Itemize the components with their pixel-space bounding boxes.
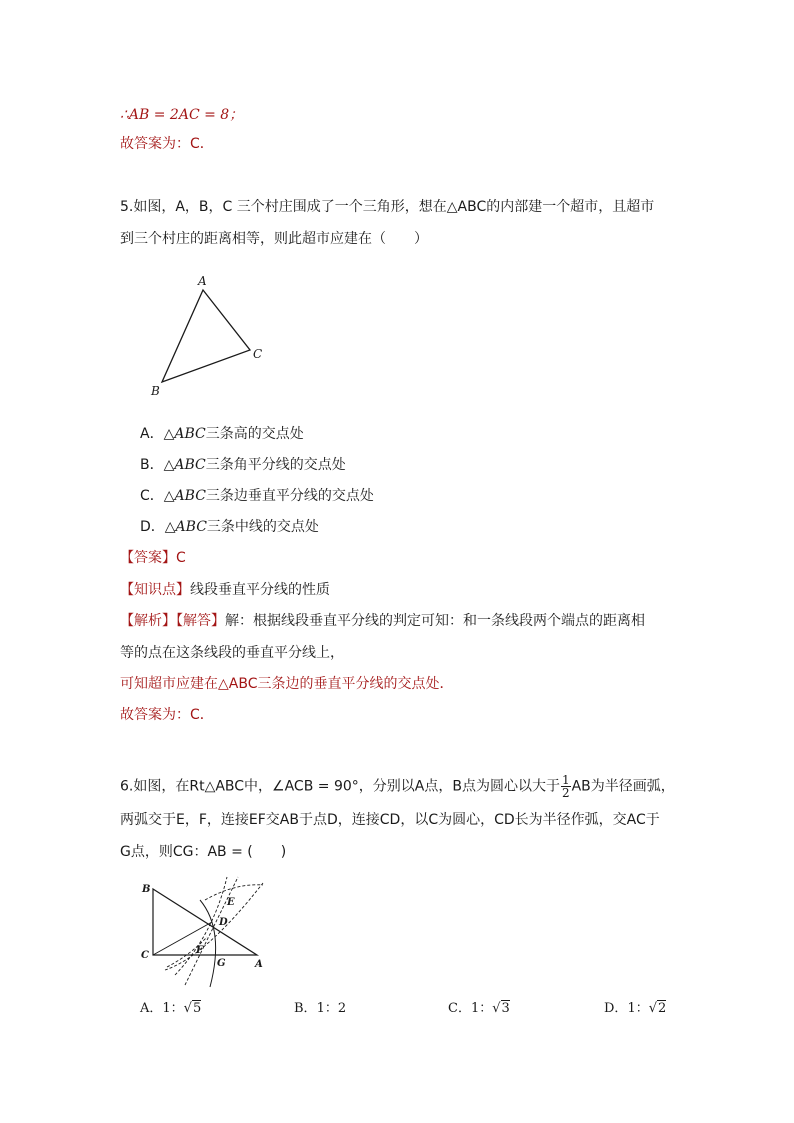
q5-label-c: C [253, 347, 263, 361]
prev-conclusion: ∴AB = 2AC = 8； [120, 107, 244, 123]
q5-option-c[interactable]: C．△ABC三条边垂直平分线的交点处 [140, 488, 374, 504]
q5-triangle-figure [140, 270, 280, 405]
q5-stem-line1: 5.如图，A，B，C 三个村庄围成了一个三角形，想在△ABC的内部建一个超市，且超市 [120, 199, 655, 215]
q5-answer: 【答案】C [120, 550, 186, 566]
q5-analysis-line2: 等的点在这条线段的垂直平分线上， [120, 645, 344, 661]
q5-option-a[interactable]: A．△ABC三条高的交点处 [140, 426, 304, 442]
q5-knowledge-point: 【知识点】线段垂直平分线的性质 [120, 582, 330, 598]
q5-option-b[interactable]: B．△ABC三条角平分线的交点处 [140, 457, 346, 473]
q5-analysis-line4: 故答案为：C． [120, 707, 214, 723]
half-fraction: $\frac{1}{2}$ [561, 773, 570, 800]
q6-choice-a[interactable]: A．1：√5 [140, 1001, 202, 1016]
q5-analysis-line3: 可知超市应建在△ABC三条边的垂直平分线的交点处． [120, 676, 454, 692]
q6-label-e: E [227, 897, 235, 908]
q6-label-d: D [219, 917, 228, 928]
q6-choice-b[interactable]: B．1：2 [294, 1001, 347, 1016]
sqrt-icon: √ [492, 1001, 501, 1016]
q5-stem-line2: 到三个村庄的距离相等，则此超市应建在（ ） [120, 231, 428, 247]
q6-stem-line3: G点，则CG：AB = ( ) [120, 844, 287, 860]
q5-analysis-line1: 【解析】【解答】解：根据线段垂直平分线的判定可知：和一条线段两个端点的距离相 [120, 613, 645, 629]
q6-segment-cd [153, 922, 212, 955]
q6-stem-line2: 两弧交于E，F，连接EF交AB于点D，连接CD，以C为圆心，CD长为半径作弧，交AC于 [120, 812, 660, 828]
sqrt-icon: √ [183, 1001, 192, 1016]
q5-triangle [162, 290, 250, 382]
q6-choice-c[interactable]: C．1：√3 [448, 1001, 510, 1016]
q6-line-ef [185, 877, 238, 985]
q6-label-c: C [141, 950, 149, 961]
sqrt-icon: √ [648, 1001, 658, 1016]
q5-option-d[interactable]: D．△ABC三条中线的交点处 [140, 519, 319, 535]
q6-construction-figure [135, 875, 275, 990]
prev-answer: 故答案为：C． [120, 136, 214, 152]
q6-label-g: G [217, 958, 226, 969]
q6-stem-line1: 6.如图，在Rt△ABC中，∠ACB = 90°，分别以A点，B点为圆心以大于 $\frac{1}{2}$ AB为半径画弧， [120, 773, 675, 800]
q6-choice-d[interactable]: D．1：√2 [604, 1001, 667, 1016]
q6-label-f: F [196, 945, 204, 956]
q5-label-b: B [151, 384, 160, 398]
q5-label-a: A [198, 274, 207, 288]
q6-label-b: B [142, 884, 151, 895]
q6-label-a: A [255, 959, 263, 970]
